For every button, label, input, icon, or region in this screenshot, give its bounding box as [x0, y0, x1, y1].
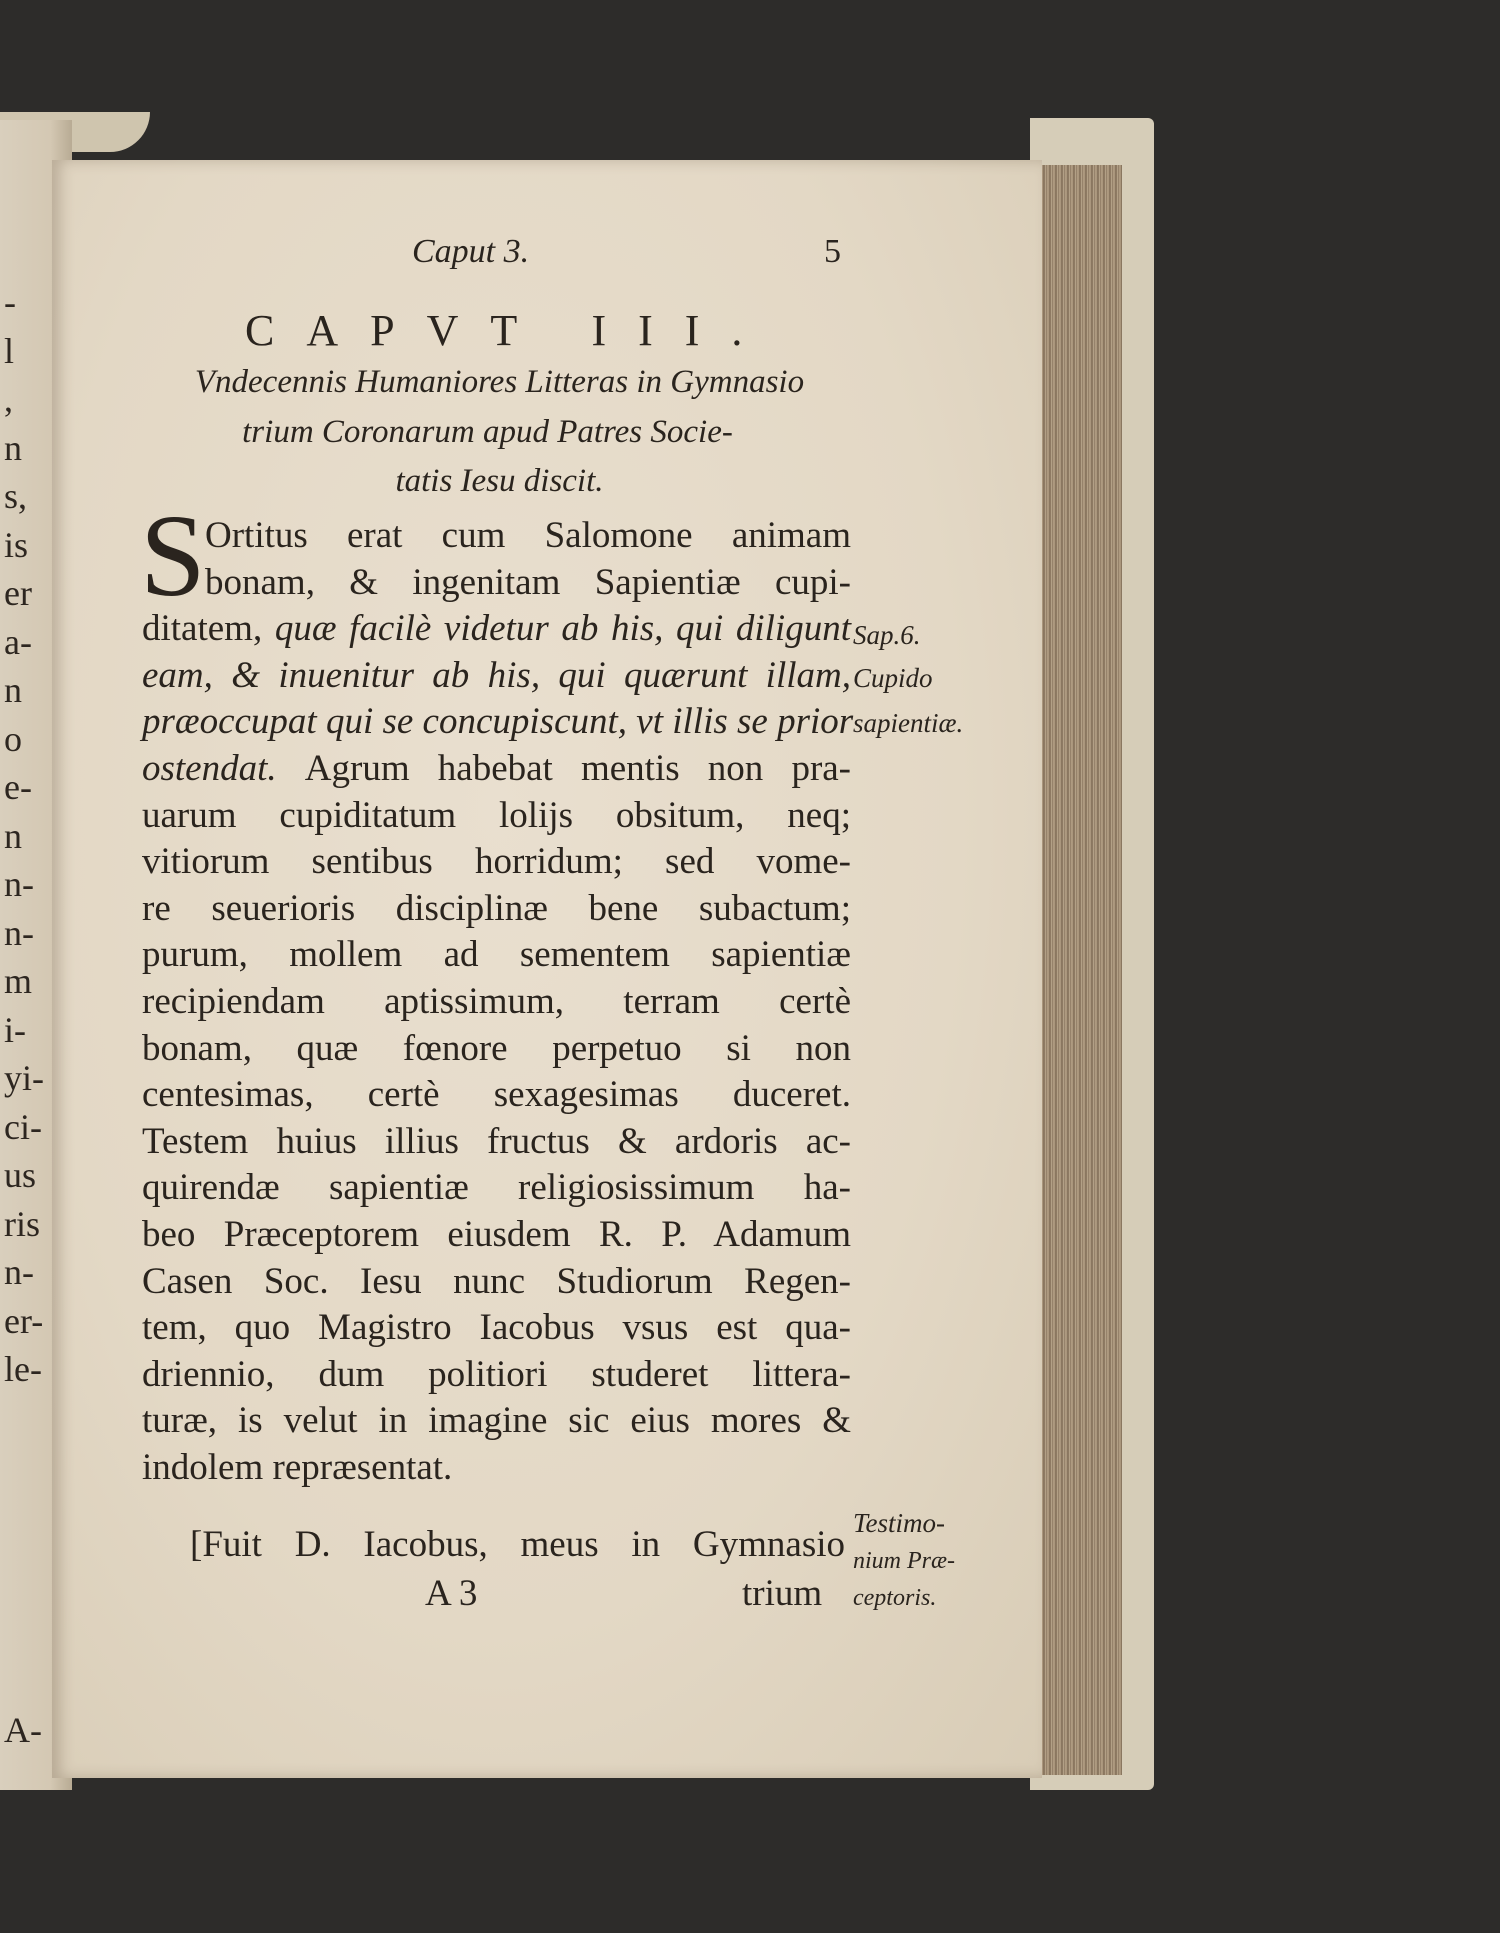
left-page-fragment: le- — [4, 1349, 42, 1389]
text-segment: bonam, & ingenitam Sapientiæ cupi- — [205, 561, 851, 603]
left-page-fragment: l — [4, 330, 15, 371]
text-segment: quirendæ sapientiæ religiosissimum ha- — [142, 1167, 851, 1209]
text-segment: [Fuit D. Iacobus, meus in Gymnasio — [190, 1523, 845, 1565]
text-segment: tem, quo Magistro Iacobus vsus est qua- — [142, 1307, 851, 1349]
text-segment: recipiendam aptissimum, terram certè — [142, 981, 851, 1022]
margin-note: Cupido — [853, 663, 933, 693]
left-page-signature: A- — [4, 1710, 42, 1750]
left-page-fragment: n- — [4, 912, 34, 953]
left-page-fragment: s, — [4, 476, 28, 516]
body-line — [142, 1213, 851, 1257]
body-line — [142, 933, 851, 977]
left-page-fragment: o — [4, 718, 22, 759]
margin-note: nium Præ- — [853, 1548, 955, 1574]
left-page-fragment: is — [4, 524, 29, 565]
left-page-fragment: - — [4, 282, 16, 322]
text-segment: Testem huius illius fructus & ardoris ac- — [142, 1120, 851, 1162]
left-page-fragment: ris — [4, 1203, 40, 1244]
page-number: 5 — [824, 233, 841, 270]
text-segment: re seuerioris disciplinæ bene subactum; — [142, 887, 851, 929]
body-line — [142, 1027, 851, 1071]
body-line — [205, 561, 851, 605]
text-segment: purum, mollem ad sementem sapientiæ — [142, 934, 851, 976]
chapter-subtitle-line: Vndecennis Humaniores Litteras in Gymnasio — [194, 364, 805, 400]
left-page-fragment: n- — [4, 864, 34, 904]
signature-mark: A 3 — [425, 1573, 478, 1614]
body-line — [142, 887, 851, 931]
italic-text-segment: ostendat. — [142, 748, 305, 789]
body-line — [205, 514, 851, 558]
body-line — [142, 840, 851, 884]
body-line — [142, 1260, 851, 1304]
left-page-fragment: yi- — [4, 1058, 44, 1098]
body-line — [142, 1166, 851, 1210]
left-page-fragment: a- — [4, 621, 32, 662]
italic-text-segment: præoccupat qui se concupiscunt, vt illis se prior — [142, 701, 854, 743]
body-line — [142, 1306, 851, 1350]
left-page-fragment: n — [4, 815, 22, 856]
text-segment: vitiorum sentibus horridum; sed vome- — [142, 841, 851, 883]
left-page-fragment: e- — [4, 767, 32, 807]
body-line — [142, 654, 851, 698]
body-line — [142, 747, 851, 791]
body-line — [142, 607, 851, 651]
italic-text-segment: quæ facilè videtur ab his, qui diligunt — [274, 608, 851, 650]
margin-note: sapientiæ. — [853, 708, 964, 738]
body-line — [142, 794, 851, 838]
chapter-subtitle-line: trium Coronarum apud Patres Socie- — [242, 414, 733, 450]
left-page-fragment: er — [4, 573, 32, 613]
margin-note: Testimo- — [853, 1508, 946, 1538]
left-page-fragment: , — [4, 379, 13, 419]
body-line — [142, 1120, 851, 1164]
catchword: trium — [742, 1573, 823, 1614]
text-segment: beo Præceptorem eiusdem R. P. Adamum — [142, 1214, 851, 1255]
text-segment: indolem repræsentat. — [142, 1447, 453, 1488]
left-page-fragment: n- — [4, 1252, 34, 1292]
body-line — [142, 980, 851, 1024]
text-segment: Casen Soc. Iesu nunc Studiorum Regen- — [142, 1260, 851, 1302]
left-page-fragment: i- — [4, 1009, 26, 1050]
body-line — [142, 1353, 851, 1397]
body-line — [142, 700, 854, 744]
chapter-heading: CAPVT III. — [245, 306, 775, 355]
drop-cap: S — [140, 490, 206, 621]
text-segment: driennio, dum politiori studeret littera- — [142, 1353, 851, 1395]
running-title: Caput 3. — [412, 233, 530, 270]
left-page-fragment: m — [4, 961, 33, 1001]
left-page-fragment: n — [4, 427, 22, 468]
text-segment: Agrum habebat mentis non pra- — [304, 748, 852, 789]
italic-text-segment: eam, & inuenitur ab his, qui quærunt illam, — [142, 654, 851, 696]
text-segment: centesimas, certè sexagesimas duceret. — [142, 1074, 851, 1116]
body-line — [142, 1399, 851, 1443]
text-segment: Ortitus erat cum Salomone animam — [205, 515, 851, 556]
text-segment: uarum cupiditatum lolijs obsitum, neq; — [142, 794, 851, 836]
text-segment: turæ, is velut in imagine sic eius mores & — [142, 1400, 851, 1442]
text-segment: ditatem, — [142, 608, 275, 650]
left-page-fragment: n — [4, 670, 22, 710]
margin-note: Sap.6. — [853, 620, 921, 650]
chapter-subtitle-line: tatis Iesu discit. — [395, 463, 604, 499]
page-edges-stripes — [1040, 165, 1122, 1775]
left-page-fragment: us — [4, 1155, 37, 1195]
text-segment: bonam, quæ fœnore perpetuo si non — [142, 1027, 851, 1069]
body-line — [142, 1446, 851, 1490]
left-page-fragment: er- — [4, 1300, 44, 1341]
margin-note: ceptoris. — [853, 1585, 937, 1611]
left-page-fragment: ci- — [4, 1106, 42, 1147]
body-line — [142, 1073, 851, 1117]
body-line — [190, 1523, 845, 1567]
